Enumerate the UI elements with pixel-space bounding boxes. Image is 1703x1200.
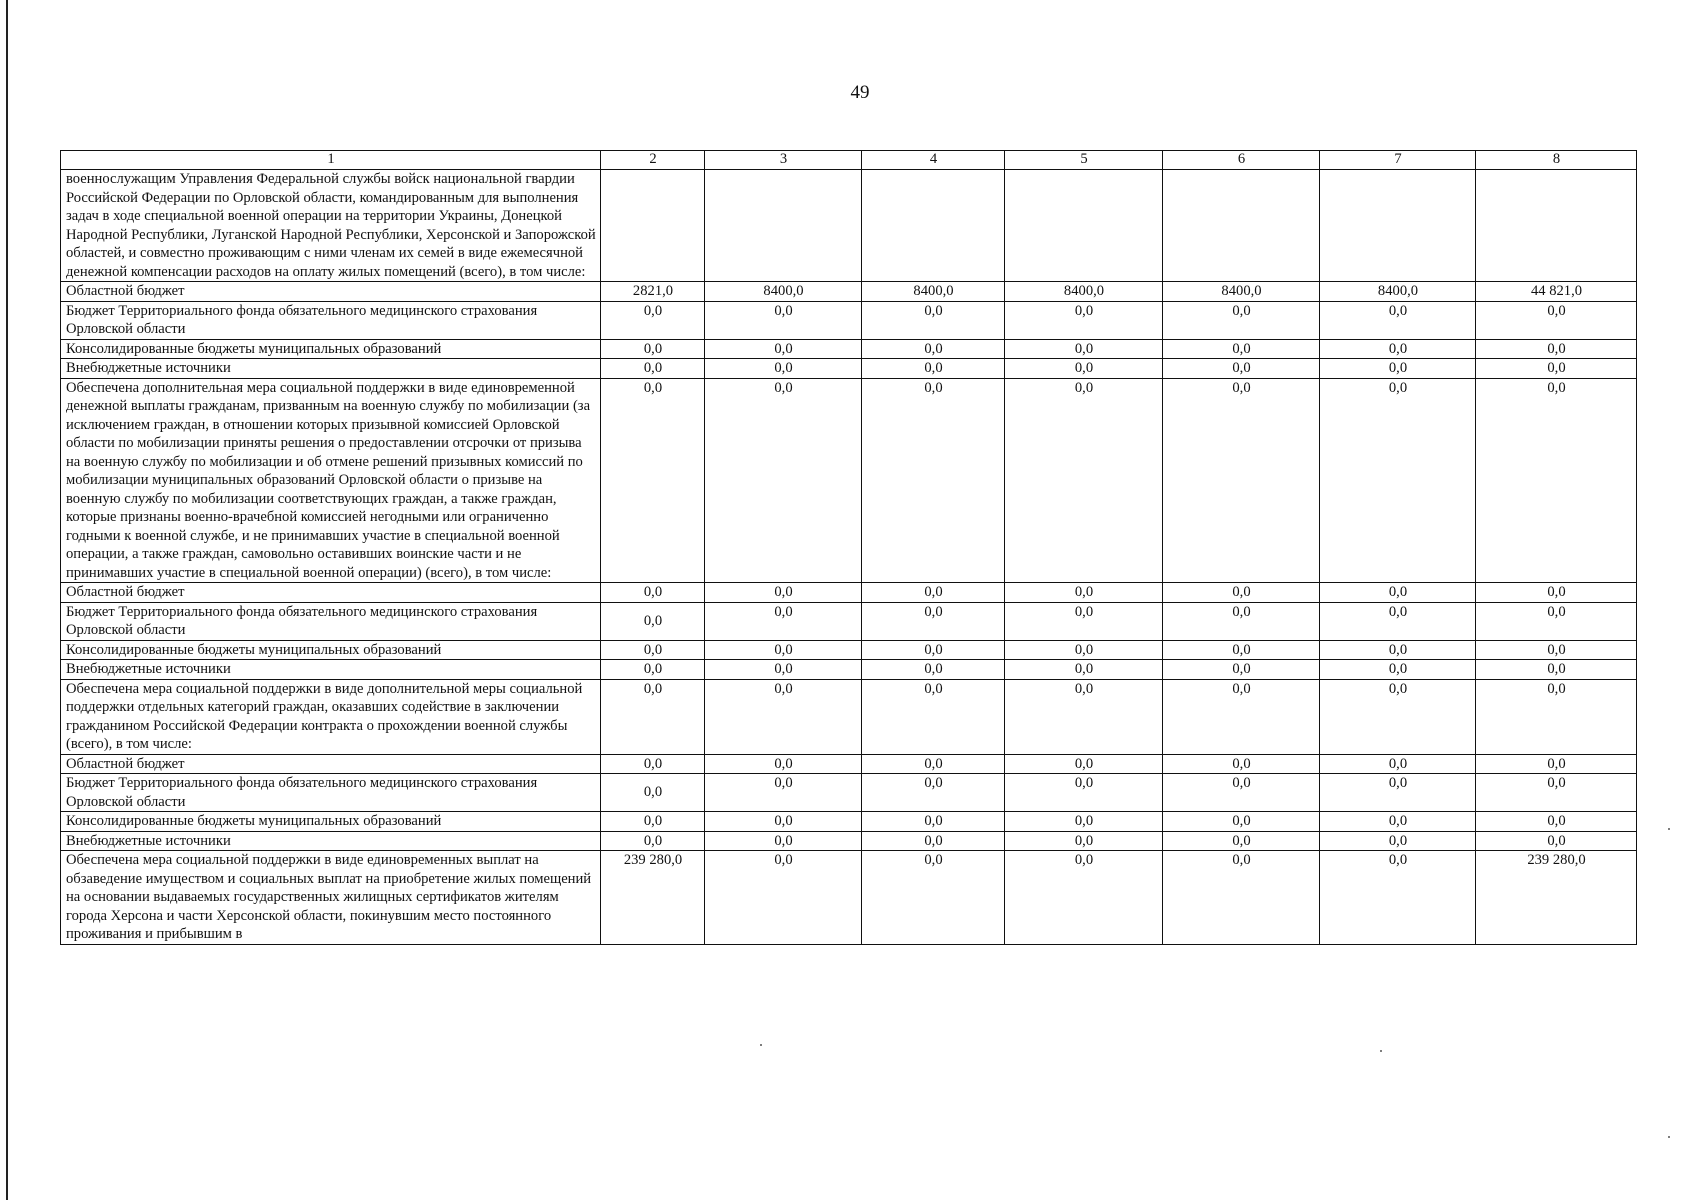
value-cell: 0,0 xyxy=(705,679,862,754)
value-cell: 0,0 xyxy=(1320,831,1476,851)
column-number: 5 xyxy=(1005,151,1163,170)
value-cell: 0,0 xyxy=(601,583,705,603)
value-cell: 0,0 xyxy=(1005,660,1163,680)
table-row xyxy=(61,378,1637,583)
scan-edge xyxy=(6,0,8,1200)
column-number: 1 xyxy=(61,151,601,170)
value-cell: 0,0 xyxy=(1005,602,1163,640)
row-label: Консолидированные бюджеты муниципальных образований xyxy=(61,640,601,660)
value-cell: 0,0 xyxy=(862,602,1005,640)
value-cell xyxy=(1320,170,1476,282)
value-cell: 0,0 xyxy=(862,660,1005,680)
value-cell: 0,0 xyxy=(1476,583,1637,603)
value-cell: 0,0 xyxy=(1163,359,1320,379)
table-row xyxy=(61,679,1637,754)
column-number-row xyxy=(61,151,1637,170)
row-label: Бюджет Территориального фонда обязательного медицинского страхования Орловской области xyxy=(61,301,601,339)
value-cell: 8400,0 xyxy=(705,282,862,302)
row-label: Внебюджетные источники xyxy=(61,359,601,379)
value-cell: 0,0 xyxy=(1163,640,1320,660)
table-row xyxy=(61,282,1637,302)
value-cell: 8400,0 xyxy=(1163,282,1320,302)
row-label: Обеспечена мера социальной поддержки в виде дополнительной меры социальной поддержки отдельных категорий граждан, оказавших содействие в заключении гражданином Российской Федерации контракта о прохождении военной службы (всего), в том числе: xyxy=(61,679,601,754)
value-cell: 0,0 xyxy=(705,851,862,945)
value-cell: 0,0 xyxy=(705,660,862,680)
table-row xyxy=(61,660,1637,680)
value-cell: 0,0 xyxy=(1163,378,1320,583)
value-cell: 0,0 xyxy=(1320,660,1476,680)
page-number: 49 xyxy=(850,82,870,103)
value-cell: 0,0 xyxy=(601,660,705,680)
value-cell: 0,0 xyxy=(1320,583,1476,603)
value-cell: 0,0 xyxy=(1320,602,1476,640)
value-cell: 0,0 xyxy=(1163,754,1320,774)
value-cell: 0,0 xyxy=(1163,851,1320,945)
row-label: Обеспечена мера социальной поддержки в виде единовременных выплат на обзаведение имуществом и социальных выплат на приобретение жилых помещений на основании выдаваемых государственных жилищных сертификатов жителям города Херсона и части Херсонской области, покинувшим место постоянного проживания и прибывшим в xyxy=(61,851,601,945)
row-label: Областной бюджет xyxy=(61,583,601,603)
column-number: 8 xyxy=(1476,151,1637,170)
value-cell: 0,0 xyxy=(1476,660,1637,680)
value-cell: 8400,0 xyxy=(1320,282,1476,302)
value-cell xyxy=(705,170,862,282)
table-row xyxy=(61,640,1637,660)
row-label: военнослужащим Управления Федеральной службы войск национальной гвардии Российской Федерации по Орловской области, командированным для выполнения задач в ходе специальной военной операции на территории Украины, Донецкой Народной Республики, Луганской Народной Республики, Херсонской и Запорожской областей, и совместно проживающим с ними членам их семей в виде ежемесячной денежной компенсации расходов на оплату жилых помещений (всего), в том числе: xyxy=(61,170,601,282)
table-row xyxy=(61,170,1637,282)
value-cell: 2821,0 xyxy=(601,282,705,302)
value-cell: 0,0 xyxy=(1005,774,1163,812)
value-cell: 0,0 xyxy=(705,359,862,379)
column-number: 2 xyxy=(601,151,705,170)
value-cell: 0,0 xyxy=(862,812,1005,832)
row-label: Областной бюджет xyxy=(61,754,601,774)
value-cell: 8400,0 xyxy=(862,282,1005,302)
row-label: Внебюджетные источники xyxy=(61,660,601,680)
value-cell: 0,0 xyxy=(1320,754,1476,774)
value-cell xyxy=(862,170,1005,282)
table-row xyxy=(61,812,1637,832)
table-row xyxy=(61,851,1637,945)
value-cell xyxy=(1005,170,1163,282)
value-cell: 0,0 xyxy=(862,851,1005,945)
column-number: 6 xyxy=(1163,151,1320,170)
funding-table xyxy=(60,150,1637,945)
value-cell: 0,0 xyxy=(601,378,705,583)
row-label: Бюджет Территориального фонда обязательного медицинского страхования Орловской области xyxy=(61,602,601,640)
value-cell: 0,0 xyxy=(601,812,705,832)
value-cell: 0,0 xyxy=(1476,339,1637,359)
table-row xyxy=(61,754,1637,774)
value-cell: 0,0 xyxy=(601,679,705,754)
value-cell: 0,0 xyxy=(601,774,705,812)
row-label: Бюджет Территориального фонда обязательного медицинского страхования Орловской области xyxy=(61,774,601,812)
value-cell: 0,0 xyxy=(1320,851,1476,945)
column-number: 7 xyxy=(1320,151,1476,170)
value-cell: 0,0 xyxy=(862,640,1005,660)
value-cell: 0,0 xyxy=(862,378,1005,583)
value-cell: 0,0 xyxy=(1163,602,1320,640)
column-number: 3 xyxy=(705,151,862,170)
value-cell: 0,0 xyxy=(862,359,1005,379)
value-cell: 0,0 xyxy=(1476,812,1637,832)
value-cell: 0,0 xyxy=(705,301,862,339)
table-row xyxy=(61,602,1637,640)
value-cell: 0,0 xyxy=(1476,378,1637,583)
value-cell: 0,0 xyxy=(1320,640,1476,660)
value-cell: 0,0 xyxy=(705,583,862,603)
value-cell: 0,0 xyxy=(862,679,1005,754)
value-cell: 0,0 xyxy=(705,339,862,359)
value-cell: 0,0 xyxy=(862,754,1005,774)
value-cell: 8400,0 xyxy=(1005,282,1163,302)
value-cell: 0,0 xyxy=(601,640,705,660)
value-cell: 0,0 xyxy=(1320,812,1476,832)
value-cell: 0,0 xyxy=(705,774,862,812)
scan-speck xyxy=(1668,828,1670,830)
value-cell: 0,0 xyxy=(1005,831,1163,851)
value-cell: 0,0 xyxy=(1476,301,1637,339)
scan-speck xyxy=(760,1044,762,1046)
row-label: Консолидированные бюджеты муниципальных образований xyxy=(61,812,601,832)
value-cell: 0,0 xyxy=(1320,339,1476,359)
row-label: Внебюджетные источники xyxy=(61,831,601,851)
value-cell: 0,0 xyxy=(1320,774,1476,812)
value-cell xyxy=(601,170,705,282)
value-cell: 0,0 xyxy=(1163,774,1320,812)
value-cell: 0,0 xyxy=(862,301,1005,339)
value-cell: 0,0 xyxy=(1005,851,1163,945)
value-cell: 0,0 xyxy=(601,754,705,774)
value-cell: 0,0 xyxy=(1163,339,1320,359)
scan-speck xyxy=(1380,1050,1382,1052)
value-cell: 0,0 xyxy=(862,831,1005,851)
value-cell: 0,0 xyxy=(1476,640,1637,660)
table-row xyxy=(61,583,1637,603)
value-cell: 0,0 xyxy=(705,378,862,583)
value-cell: 0,0 xyxy=(1005,359,1163,379)
value-cell: 0,0 xyxy=(1163,660,1320,680)
scan-speck xyxy=(1668,1136,1670,1138)
value-cell: 0,0 xyxy=(1005,754,1163,774)
row-label: Консолидированные бюджеты муниципальных образований xyxy=(61,339,601,359)
value-cell: 0,0 xyxy=(862,583,1005,603)
table-row xyxy=(61,339,1637,359)
value-cell: 0,0 xyxy=(1476,774,1637,812)
table-row xyxy=(61,359,1637,379)
row-label: Областной бюджет xyxy=(61,282,601,302)
value-cell: 239 280,0 xyxy=(1476,851,1637,945)
value-cell: 0,0 xyxy=(1476,679,1637,754)
value-cell: 0,0 xyxy=(1320,378,1476,583)
value-cell: 0,0 xyxy=(1320,679,1476,754)
value-cell: 0,0 xyxy=(1476,754,1637,774)
value-cell: 0,0 xyxy=(1005,301,1163,339)
table-row xyxy=(61,831,1637,851)
value-cell: 0,0 xyxy=(1476,602,1637,640)
value-cell: 0,0 xyxy=(1476,831,1637,851)
column-number: 4 xyxy=(862,151,1005,170)
value-cell: 0,0 xyxy=(1320,359,1476,379)
value-cell xyxy=(1476,170,1637,282)
value-cell: 0,0 xyxy=(1005,583,1163,603)
value-cell: 0,0 xyxy=(862,339,1005,359)
value-cell: 0,0 xyxy=(1163,301,1320,339)
value-cell: 0,0 xyxy=(705,640,862,660)
value-cell: 0,0 xyxy=(862,774,1005,812)
value-cell: 0,0 xyxy=(705,812,862,832)
value-cell xyxy=(1163,170,1320,282)
value-cell: 0,0 xyxy=(1163,812,1320,832)
value-cell: 0,0 xyxy=(1163,583,1320,603)
value-cell: 0,0 xyxy=(1163,831,1320,851)
table-row xyxy=(61,774,1637,812)
value-cell: 0,0 xyxy=(705,602,862,640)
value-cell: 0,0 xyxy=(705,831,862,851)
table-row xyxy=(61,301,1637,339)
value-cell: 0,0 xyxy=(601,359,705,379)
value-cell: 0,0 xyxy=(1476,359,1637,379)
value-cell: 0,0 xyxy=(601,339,705,359)
value-cell: 0,0 xyxy=(1005,812,1163,832)
value-cell: 0,0 xyxy=(1005,378,1163,583)
row-label: Обеспечена дополнительная мера социальной поддержки в виде единовременной денежной выплаты гражданам, призванным на военную службу по мобилизации (за исключением граждан, в отношении которых призывной комиссией Орловской области по мобилизации приняты решения о предоставлении отсрочки от призыва на военную службу по мобилизации и об отмене решений призывных комиссий по мобилизации муниципальных образований Орловской области о призыве на военную службу по мобилизации соответствующих граждан, а также граждан, которые признаны военно-врачебной комиссией негодными или ограниченно годными к военной службе, и не принимавших участие в специальной военной операции, а также граждан, самовольно оставивших воинские части и не принимавших участие в специальной военной операции) (всего), в том числе: xyxy=(61,378,601,583)
value-cell: 0,0 xyxy=(601,602,705,640)
value-cell: 0,0 xyxy=(601,301,705,339)
value-cell: 0,0 xyxy=(1320,301,1476,339)
value-cell: 0,0 xyxy=(1005,640,1163,660)
value-cell: 0,0 xyxy=(1005,679,1163,754)
value-cell: 0,0 xyxy=(601,831,705,851)
value-cell: 0,0 xyxy=(1163,679,1320,754)
value-cell: 239 280,0 xyxy=(601,851,705,945)
value-cell: 0,0 xyxy=(1005,339,1163,359)
value-cell: 0,0 xyxy=(705,754,862,774)
value-cell: 44 821,0 xyxy=(1476,282,1637,302)
